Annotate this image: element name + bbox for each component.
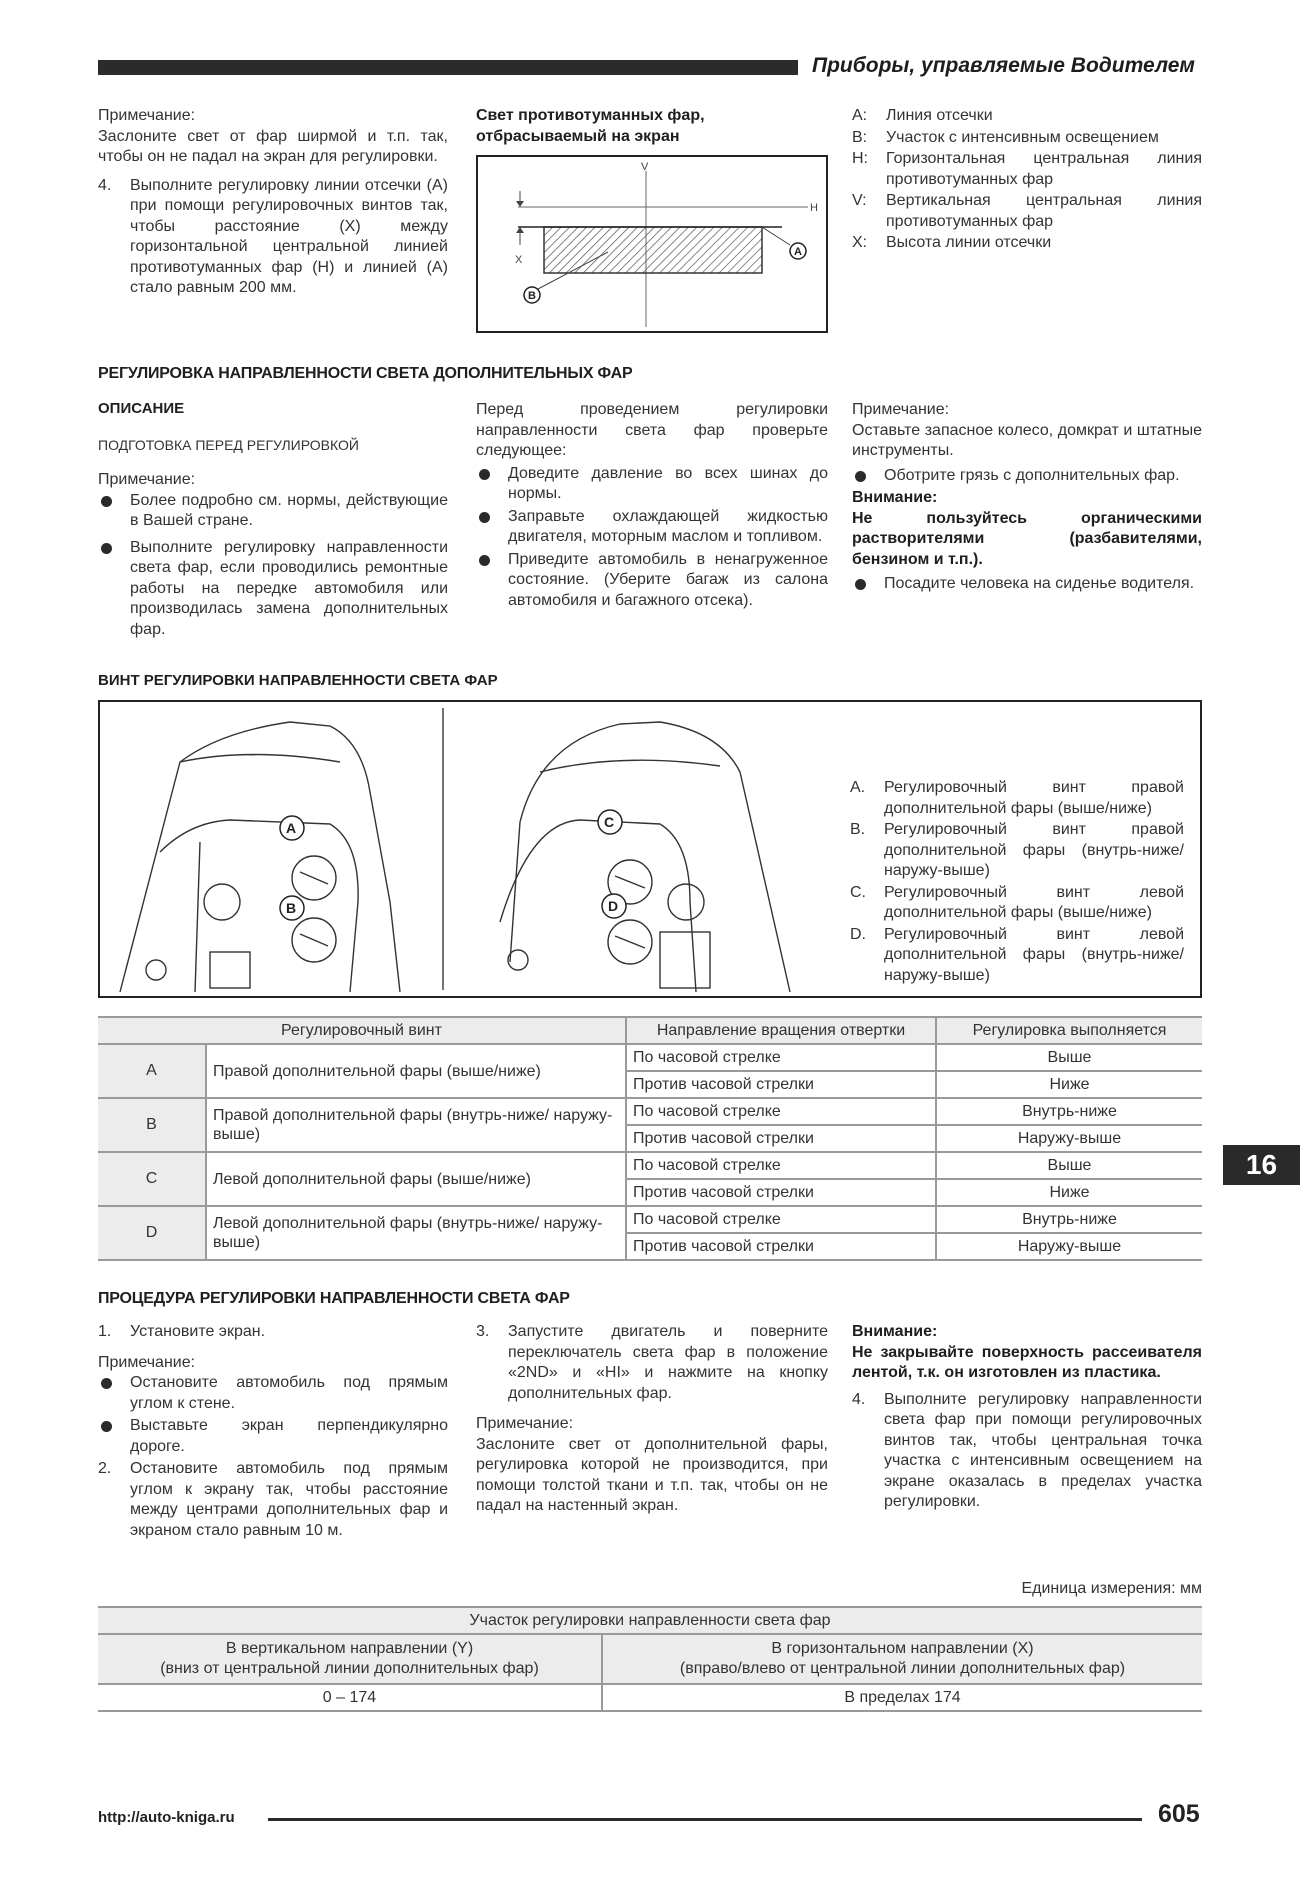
table-cell: Ниже <box>936 1179 1202 1206</box>
bullet-item: Заправьте охлаждающей жидкостью двигателя, моторным маслом и топливом. <box>476 507 828 548</box>
chapter-tab: 16 <box>1223 1145 1300 1185</box>
table-cell: Наружу-выше <box>936 1125 1202 1152</box>
subsection-title-description: ОПИСАНИЕ <box>98 400 185 417</box>
x-arrowhead-top <box>516 201 524 207</box>
table-header: Регулировочный винт <box>98 1017 626 1044</box>
table-cell: Левой дополнительной фары (внутрь-ниже/ наружу-выше) <box>206 1206 626 1260</box>
note-text: Заслоните свет от фар ширмой и т.п. так, чтобы он не падал на экран для регулировки. <box>98 127 448 165</box>
section2-col3 <box>852 1322 1202 1519</box>
intro-text: Перед проведением регулировки направленности света фар проверьте следующее: <box>476 401 828 459</box>
fog-light-screen-diagram <box>476 155 828 333</box>
legend-item: D. Регулировочный винт левой дополнительной фары (внутрь-ниже/наружу-выше) <box>850 925 1184 984</box>
table-cell: D <box>98 1206 206 1260</box>
step-2: 2. Остановите автомобиль под прямым углом к экрану так, чтобы расстояние между центрами дополнительных фар и экраном стало равным 10 м. <box>98 1460 448 1539</box>
table-cell: По часовой стрелке <box>626 1044 936 1071</box>
adjust-screw-figure <box>98 700 1202 998</box>
intense-zone <box>544 227 762 273</box>
table-cell: Правой дополнительной фары (внутрь-ниже/ наружу-выше) <box>206 1098 626 1152</box>
table-cell: Внутрь-ниже <box>936 1206 1202 1233</box>
units-label: Единица измерения: мм <box>1021 1580 1202 1597</box>
callout-b-text: B <box>528 290 536 302</box>
bullet-item: Выполните регулировку направленности света фар, если проводились ремонтные работы на передке автомобиля или производилась замена дополнительных фар. <box>98 538 448 641</box>
subsection-preparation: ПОДГОТОВКА ПЕРЕД РЕГУЛИРОВКОЙ <box>98 437 359 453</box>
table-cell: Наружу-выше <box>936 1233 1202 1260</box>
bullet-item: Остановите автомобиль под прямым углом к стене. <box>98 1373 448 1414</box>
callout-a-text: A <box>286 820 297 836</box>
table-cell: B <box>98 1098 206 1152</box>
left-headlight-drawing <box>500 722 790 992</box>
table-header: Регулировка выполняется <box>936 1017 1202 1044</box>
table-row <box>98 1098 1202 1125</box>
step-4 <box>98 176 448 299</box>
warning-text: Не пользуйтесь органическими растворителями (разбавителями, бензином и т.п.). <box>852 509 1202 568</box>
diagram-legend <box>852 106 1202 255</box>
note-text: Заслоните свет от дополнительной фары, регулировка которой не производится, при помощи толстой ткани и т.п. так, чтобы он не падал на настенный экран. <box>476 1435 828 1514</box>
callout-a-line <box>762 227 790 245</box>
table-cell: Выше <box>936 1044 1202 1071</box>
legend-item: X: Высота линии отсечки <box>852 234 1052 251</box>
right-headlight-drawing <box>120 722 400 992</box>
bullet-item: Оботрите грязь с дополнительных фар. <box>852 466 1202 487</box>
table-cell: По часовой стрелке <box>626 1206 936 1233</box>
section1-col1 <box>98 470 448 646</box>
table-cell: В пределах 174 <box>602 1684 1202 1711</box>
step-3: 3. Запустите двигатель и поверните переключатель света фар в положение «2ND» и «HI» и нажмите на кнопку дополнительных фар. <box>476 1323 828 1402</box>
callout-c-text: C <box>604 814 615 830</box>
adjustment-range-table <box>98 1606 1202 1712</box>
legend-item: B. Регулировочный винт правой дополнительной фары (внутрь-ниже/наружу-выше) <box>850 821 1184 879</box>
warning-label: Внимание: <box>852 1323 938 1340</box>
table-cell: По часовой стрелке <box>626 1152 936 1179</box>
table-row <box>98 1684 1202 1711</box>
step-4: 4. Выполните регулировку направленности света фар при помощи регулировочных винтов так, чтобы центральная точка участка с интенсивным освещением на экране оказалась в пределах участка регулировки. <box>852 1390 1202 1510</box>
table-cell: Выше <box>936 1152 1202 1179</box>
table-cell: A <box>98 1044 206 1098</box>
step-text: Выполните регулировку линии отсечки (A) при помощи регулировочных винтов так, чтобы расстояние (X) между горизонтальной центральной линией противотуманных фар (H) и линией (A) стало равным 200 мм. <box>130 176 448 296</box>
footer-rule <box>268 1818 1142 1821</box>
screw-legend <box>850 778 1184 987</box>
table-cell: Левой дополнительной фары (выше/ниже) <box>206 1152 626 1206</box>
section2-col1 <box>98 1322 448 1547</box>
section1-col3 <box>852 400 1202 601</box>
note-label: Примечание: <box>98 471 196 488</box>
callout-b-text: B <box>286 900 297 916</box>
table-title: Участок регулировки направленности света фар <box>98 1607 1202 1634</box>
table-header: В вертикальном направлении (Y) (вниз от центральной линии дополнительных фар) <box>98 1634 602 1684</box>
table-cell: Против часовой стрелки <box>626 1179 936 1206</box>
section-title-procedure: ПРОЦЕДУРА РЕГУЛИРОВКИ НАПРАВЛЕННОСТИ СВЕТА ФАР <box>98 1290 570 1307</box>
fog-light-screen-svg <box>478 157 826 331</box>
label-x: X <box>515 254 523 266</box>
table-header: Направление вращения отвертки <box>626 1017 936 1044</box>
note-label: Примечание: <box>98 107 196 124</box>
section-title-adjustment: РЕГУЛИРОВКА НАПРАВЛЕННОСТИ СВЕТА ДОПОЛНИТЕЛЬНЫХ ФАР <box>98 365 633 382</box>
callout-a-text: A <box>794 246 802 258</box>
note-label: Примечание: <box>476 1415 574 1432</box>
bullet-item: Приведите автомобиль в ненагруженное состояние. (Уберите багаж из салона автомобиля и багажного отсека). <box>476 550 828 612</box>
x-arrowhead-bottom <box>516 227 524 233</box>
legend-item: C. Регулировочный винт левой дополнительной фары (выше/ниже) <box>850 883 1184 921</box>
table-cell: C <box>98 1152 206 1206</box>
warning-label: Внимание: <box>852 489 938 506</box>
bullet-item: Более подробно см. нормы, действующие в Вашей стране. <box>98 491 448 532</box>
warning-text: Не закрывайте поверхность рассеивателя лентой, т.к. он изготовлен из пластика. <box>852 1343 1202 1381</box>
footer-url[interactable]: http://auto-kniga.ru <box>98 1809 235 1826</box>
table-header: В горизонтальном направлении (X) (вправо/влево от центральной линии дополнительных фар) <box>602 1634 1202 1684</box>
note-label: Примечание: <box>98 1353 196 1371</box>
table-cell: Против часовой стрелки <box>626 1071 936 1098</box>
bullet-item: Посадите человека на сиденье водителя. <box>852 574 1202 595</box>
table-cell: 0 – 174 <box>98 1684 602 1711</box>
note-label: Примечание: <box>852 401 950 418</box>
label-v: V <box>641 161 649 173</box>
table-cell: Внутрь-ниже <box>936 1098 1202 1125</box>
page-header-title: Приборы, управляемые Водителем <box>812 54 1195 77</box>
header-bar <box>98 60 798 75</box>
table-cell: Правой дополнительной фары (выше/ниже) <box>206 1044 626 1098</box>
bullet-item: Выставьте экран перпендикулярно дороге. <box>98 1416 448 1457</box>
step-number: 4. <box>98 176 112 194</box>
page-number: 605 <box>1158 1800 1200 1828</box>
legend-item: V: Вертикальная центральная линия противотуманных фар <box>852 192 1202 230</box>
bullet-item: Доведите давление во всех шинах до нормы. <box>476 464 828 505</box>
callout-d-text: D <box>608 898 619 914</box>
label-h: H <box>810 202 818 214</box>
table-row <box>98 1152 1202 1179</box>
fog-light-diagram-title: Свет противотуманных фар, отбрасываемый на экран <box>476 107 705 145</box>
screw-direction-table <box>98 1016 1202 1261</box>
table-row <box>98 1206 1202 1233</box>
table-cell: Против часовой стрелки <box>626 1233 936 1260</box>
top-left-column <box>98 106 448 305</box>
section2-col2 <box>476 1322 828 1525</box>
figure-title-adjust-screw: ВИНТ РЕГУЛИРОВКИ НАПРАВЛЕННОСТИ СВЕТА ФАР <box>98 672 498 689</box>
step-1: 1. Установите экран. <box>98 1323 266 1340</box>
table-cell: Против часовой стрелки <box>626 1125 936 1152</box>
table-cell: Ниже <box>936 1071 1202 1098</box>
legend-item: A: Линия отсечки <box>852 107 993 124</box>
table-header-row <box>98 1634 1202 1684</box>
table-cell: По часовой стрелке <box>626 1098 936 1125</box>
table-header-row <box>98 1017 1202 1044</box>
legend-item: A. Регулировочный винт правой дополнительной фары (выше/ниже) <box>850 779 1184 817</box>
table-row <box>98 1044 1202 1071</box>
table-header-row <box>98 1607 1202 1634</box>
legend-item: B: Участок с интенсивным освещением <box>852 128 1159 146</box>
note-text: Оставьте запасное колесо, домкрат и штатные инструменты. <box>852 421 1202 459</box>
section1-col2 <box>476 400 828 617</box>
legend-item: H: Горизонтальная центральная линия противотуманных фар <box>852 150 1202 188</box>
